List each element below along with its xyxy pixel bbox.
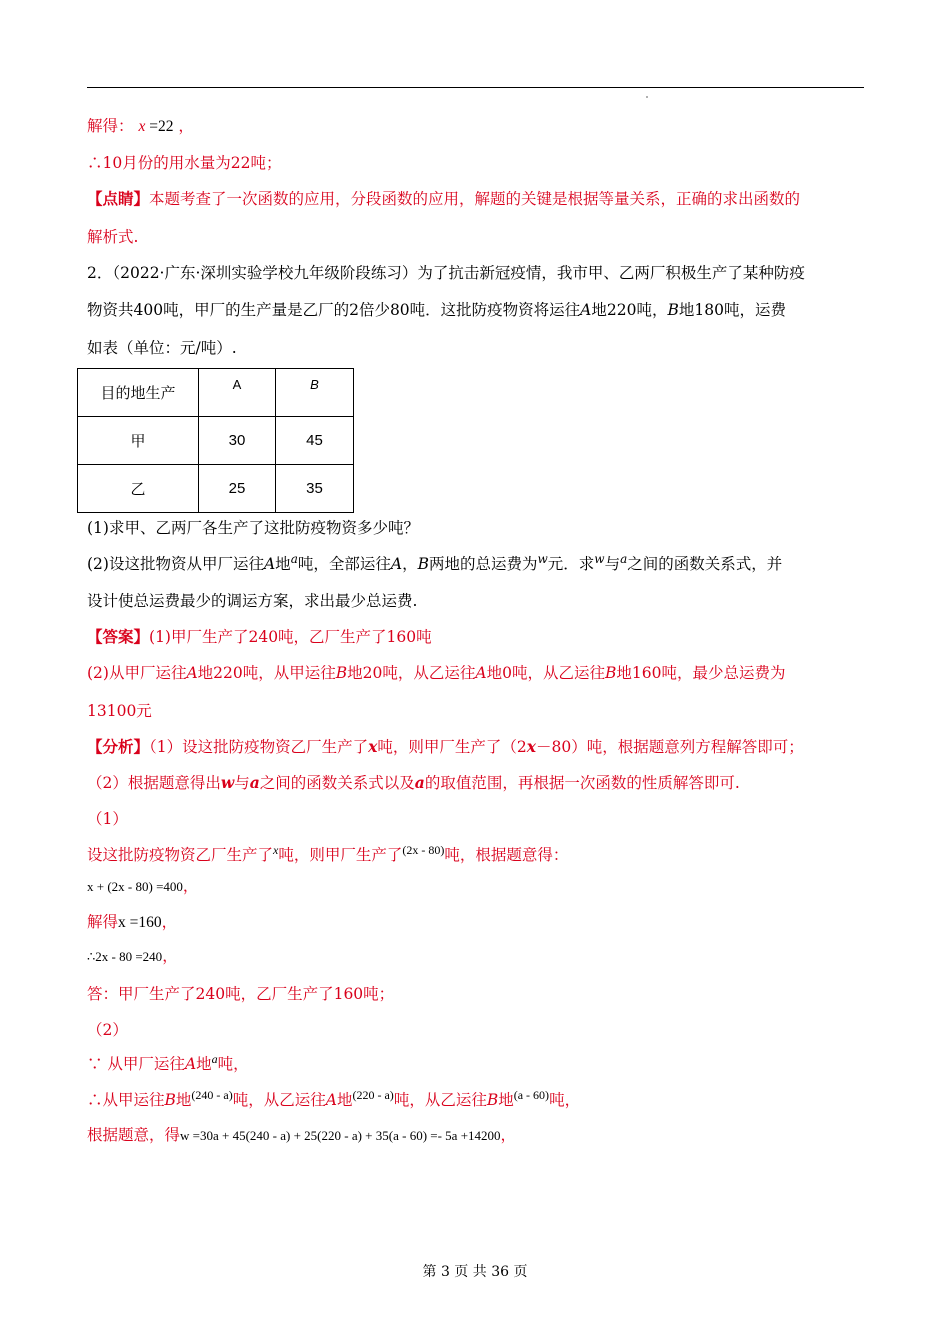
solution-line-1 <box>87 116 194 137</box>
text: 解得 <box>87 913 119 931</box>
text: 吨，根据题意得： <box>444 846 569 864</box>
text: 吨， <box>217 1055 249 1073</box>
table-cell: 35 <box>276 465 354 513</box>
answer-line-1 <box>87 627 432 647</box>
text: ， <box>402 555 418 573</box>
math: (220 - a) <box>352 1088 394 1102</box>
var: x <box>526 737 537 756</box>
math: x =160 <box>118 914 162 931</box>
step-2-line-2 <box>87 1090 580 1110</box>
part-2-question-cont: 设计使总运费最少的调运方案，求出最少总运费. <box>87 592 418 610</box>
math: ∴2x - 80 =240 <box>87 949 163 964</box>
var: a <box>290 552 298 566</box>
step-1-solve <box>87 912 177 933</box>
math: x + (2x - 80) =400 <box>87 879 183 894</box>
text: 之间的函数关系式以及 <box>259 774 415 792</box>
question-2-line-2 <box>87 300 786 320</box>
text: 地 <box>498 1091 514 1109</box>
table-cell: 25 <box>199 465 276 513</box>
text: 设这批防疫物资乙厂生产了 <box>87 846 274 864</box>
var: a <box>414 773 425 792</box>
table-header-row <box>78 369 354 417</box>
answer-line-2 <box>87 663 785 683</box>
text: ∵ 从甲厂运往 <box>87 1055 185 1073</box>
var: w <box>220 773 235 792</box>
var: A <box>475 664 487 682</box>
text: 地 <box>175 1091 192 1109</box>
math: w =30a + 45(240 - a) + 25(220 - a) + 35(a - 60) =- 5a +14200 <box>180 1128 501 1143</box>
text: 根据题意，得 <box>87 1126 181 1144</box>
step-2-line-1 <box>87 1054 249 1074</box>
var: A <box>580 301 592 319</box>
step-1-equation <box>87 876 198 897</box>
var: A <box>186 664 198 682</box>
step-1-result <box>87 946 178 967</box>
analysis-line-2 <box>87 773 740 793</box>
text: （2）根据题意得出 <box>87 774 221 792</box>
text: 地20吨，从乙运往 <box>347 664 476 682</box>
solution-line-2: ∴10月份的用水量为22吨； <box>87 154 282 172</box>
var: a <box>249 773 260 792</box>
table-cell: B <box>276 369 354 417</box>
var: B <box>486 1091 499 1109</box>
var: B <box>604 664 617 682</box>
header-dot <box>646 96 648 98</box>
text: （1）设这批防疫物资乙厂生产了 <box>149 738 369 756</box>
answer-tag: 【答案】 <box>87 627 150 646</box>
table-row <box>78 417 354 465</box>
text: 元．求 <box>547 555 595 573</box>
comment-text: 本题考查了一次函数的应用，分段函数的应用，解题的关键是根据等量关系，正确的求出函数的 <box>149 190 801 208</box>
page-footer: 第 3 页 共 36 页 <box>422 1264 528 1280</box>
step-2-label: （2） <box>87 1021 128 1039</box>
var: B <box>667 301 679 319</box>
var: B <box>417 555 429 573</box>
text: 吨， <box>549 1091 581 1109</box>
text: 物资共400吨，甲厂的生产量是乙厂的2倍少80吨．这批防疫物资将运往 <box>87 301 581 319</box>
text: ， <box>500 1126 517 1144</box>
math-x22: x =22 <box>138 118 174 135</box>
text: 吨，则甲厂生产了 <box>278 846 403 864</box>
text: 地 <box>196 1055 212 1073</box>
var: w <box>594 552 605 566</box>
math: (240 - a) <box>191 1088 233 1102</box>
var: B <box>164 1091 176 1109</box>
answer-text: (1)甲厂生产了240吨，乙厂生产了160吨 <box>149 628 432 646</box>
part-1-question: (1)求甲、乙两厂各生产了这批防疫物资多少吨？ <box>87 519 419 537</box>
math: (a - 60) <box>513 1088 550 1102</box>
text: 地220吨，从甲运往 <box>197 664 336 682</box>
text: 解得： <box>87 117 134 135</box>
analysis-tag: 【分析】 <box>87 737 150 756</box>
var: a <box>211 1052 218 1066</box>
comment-tag: 【点睛】 <box>87 189 150 208</box>
table-cell: 目的地生产 <box>78 369 199 417</box>
text: 地 <box>336 1091 353 1109</box>
text: 地180吨，运费 <box>678 301 786 319</box>
text: 与 <box>604 555 621 573</box>
text: 地160吨，最少总运费为 <box>616 664 786 682</box>
var: A <box>263 555 276 573</box>
text: 吨，从乙运往 <box>393 1091 487 1109</box>
var: A <box>184 1055 197 1073</box>
header-rule <box>87 87 864 88</box>
var: x <box>368 737 378 756</box>
text: ∴从甲运往 <box>87 1091 165 1109</box>
text: 之间的函数关系式，并 <box>627 555 783 573</box>
text: 的取值范围，再根据一次函数的性质解答即可. <box>424 774 740 792</box>
var: w <box>537 552 548 566</box>
table-cell: 甲 <box>78 417 199 465</box>
text: 吨，则甲厂生产了（2 <box>377 738 527 756</box>
text: ， <box>178 117 194 135</box>
var: A <box>390 555 403 573</box>
step-1-line-1 <box>87 845 568 865</box>
question-2-line-1: 2．（2022·广东·深圳实验学校九年级阶段练习）为了抗击新冠疫情，我市甲、乙两厂积极生产了某种防疫 <box>87 264 805 282</box>
step-1-answer: 答：甲厂生产了240吨，乙厂生产了160吨； <box>87 985 395 1003</box>
text: ， <box>182 877 199 895</box>
table-cell: 45 <box>276 417 354 465</box>
var: A <box>325 1091 337 1109</box>
table-cell: 30 <box>199 417 276 465</box>
text: 吨，全部运往 <box>297 555 391 573</box>
part-2-question <box>87 554 782 574</box>
var: B <box>335 664 348 682</box>
step-2-line-3 <box>87 1125 516 1146</box>
step-1-label: （1） <box>87 810 128 828</box>
answer-line-3: 13100元 <box>87 702 152 720</box>
table-cell: A <box>199 369 276 417</box>
comment-line-2: 解析式. <box>87 228 139 246</box>
question-2-line-3: 如表（单位：元/吨）. <box>87 339 237 357</box>
text: 地0吨，从乙运往 <box>486 664 605 682</box>
text: 地220吨， <box>591 301 668 319</box>
text: (2)从甲厂运往 <box>87 664 187 682</box>
freight-table <box>77 368 354 513</box>
math: (2x - 80) <box>402 843 445 857</box>
text: 两地的总运费为 <box>428 555 538 573</box>
text: 吨，从乙运往 <box>232 1091 326 1109</box>
text: －80）吨，根据题意列方程解答即可； <box>536 738 804 756</box>
text: 地 <box>275 555 291 573</box>
table-cell: 乙 <box>78 465 199 513</box>
text: 与 <box>234 774 250 792</box>
text: ， <box>161 913 178 931</box>
table-row <box>78 465 354 513</box>
analysis-line-1 <box>87 737 804 757</box>
var: a <box>620 552 628 566</box>
var: x <box>273 843 279 857</box>
text: ， <box>162 947 178 965</box>
comment-line <box>87 189 800 209</box>
text: (2)设这批物资从甲厂运往 <box>87 555 264 573</box>
